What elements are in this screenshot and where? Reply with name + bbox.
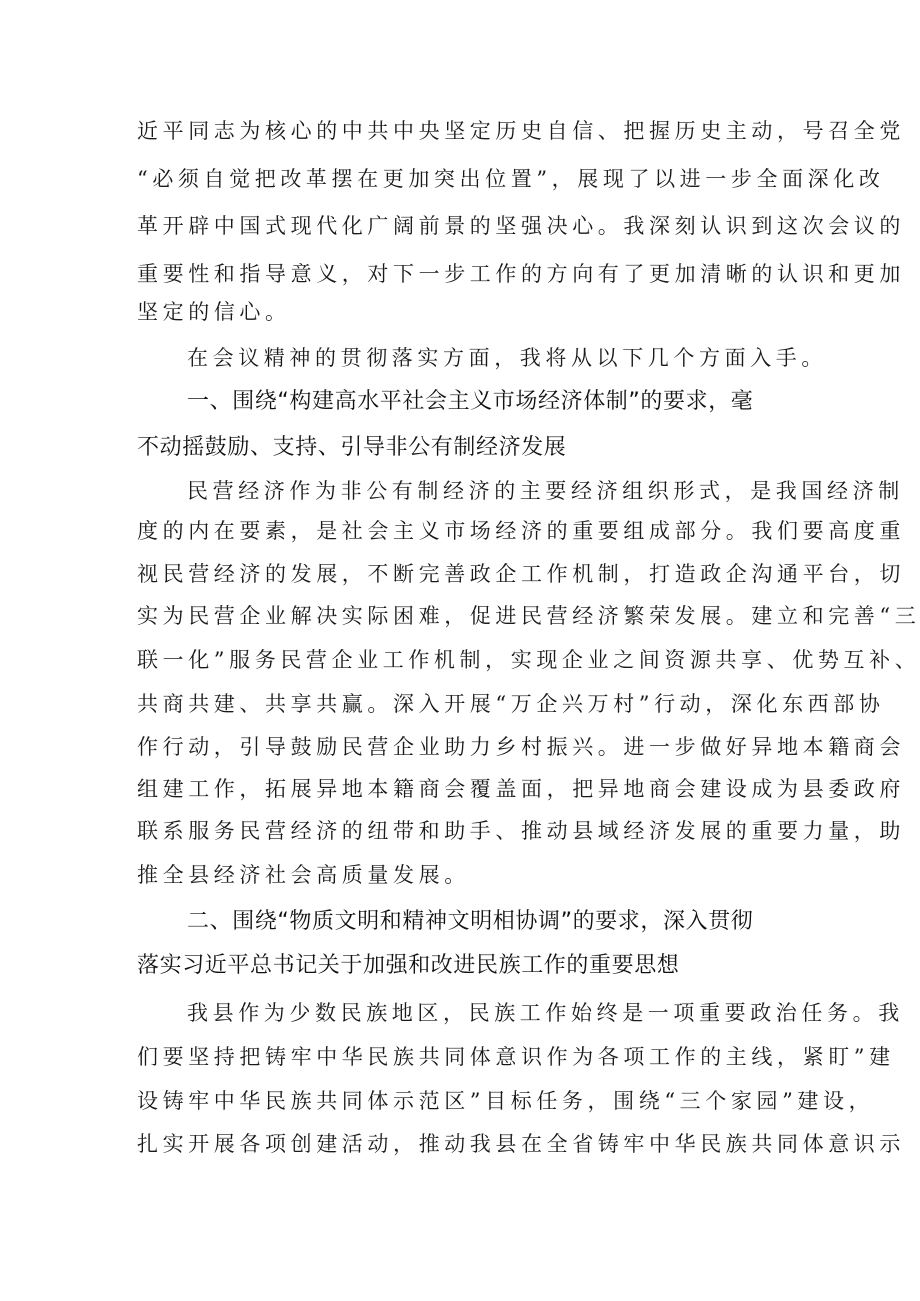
paragraph-3-line: 作行动，引导鼓励民营企业助力乡村振兴。进一步做好异地本籍商会 [137,735,905,759]
section-heading-2: 二、围绕“物质文明和精神文明相协调”的要求，深入贯彻 [187,909,754,934]
paragraph-1-line: 坚定的信心。 [137,300,291,324]
section-heading-1: 不动摇鼓励、支持、引导非公有制经济发展 [137,435,567,460]
paragraph-3-line: 共商共建、共享共赢。深入开展“万企兴万村”行动，深化东西部协 [137,692,885,716]
paragraph-1-line: 近平同志为核心的中共中央坚定历史自信、把握历史主动，号召全党 [137,119,905,143]
paragraph-3-line: 民营经济作为非公有制经济的主要经济组织形式，是我国经济制 [187,479,904,503]
paragraph-4-line: 设铸牢中华民族共同体示范区”目标任务，围绕“三个家园”建设， [137,1089,875,1113]
paragraph-3-line: 实为民营企业解决实际困难，促进民营经济繁荣发展。建立和完善“三 [137,604,920,628]
paragraph-3-line: 联一化”服务民营企业工作机制，实现企业之间资源共享、优势互补、 [137,648,920,672]
paragraph-2-line: 在会议精神的贯彻落实方面，我将从以下几个方面入手。 [187,346,827,370]
paragraph-3-line: 推全县经济社会高质量发展。 [137,863,470,887]
paragraph-3-line: 视民营经济的发展，不断完善政企工作机制，打造政企沟通平台，切 [137,562,905,586]
paragraph-1-line: 重要性和指导意义，对下一步工作的方向有了更加清晰的认识和更加 [137,262,905,286]
paragraph-4-line: 我县作为少数民族地区，民族工作始终是一项重要政治任务。我 [187,1001,904,1025]
paragraph-4-line: 扎实开展各项创建活动，推动我县在全省铸牢中华民族共同体意识示 [137,1132,905,1156]
paragraph-1-line: “必须自觉把改革摆在更加突出位置”，展现了以进一步全面深化改 [137,167,885,191]
section-heading-2: 落实习近平总书记关于加强和改进民族工作的重要思想 [137,953,680,978]
paragraph-3-line: 组建工作，拓展异地本籍商会覆盖面，把异地商会建设成为县委政府 [137,777,905,801]
paragraph-3-line: 联系服务民营经济的纽带和助手、推动县域经济发展的重要力量，助 [137,819,905,843]
paragraph-3-line: 度的内在要素，是社会主义市场经济的重要组成部分。我们要高度重 [137,519,905,543]
section-heading-1: 一、围绕“构建高水平社会主义市场经济体制”的要求，毫 [187,389,754,414]
paragraph-4-line: 们要坚持把铸牢中华民族共同体意识作为各项工作的主线，紧盯”建 [137,1045,895,1069]
paragraph-1-line: 革开辟中国式现代化广阔前景的坚强决心。我深刻认识到这次会议的 [137,214,905,238]
